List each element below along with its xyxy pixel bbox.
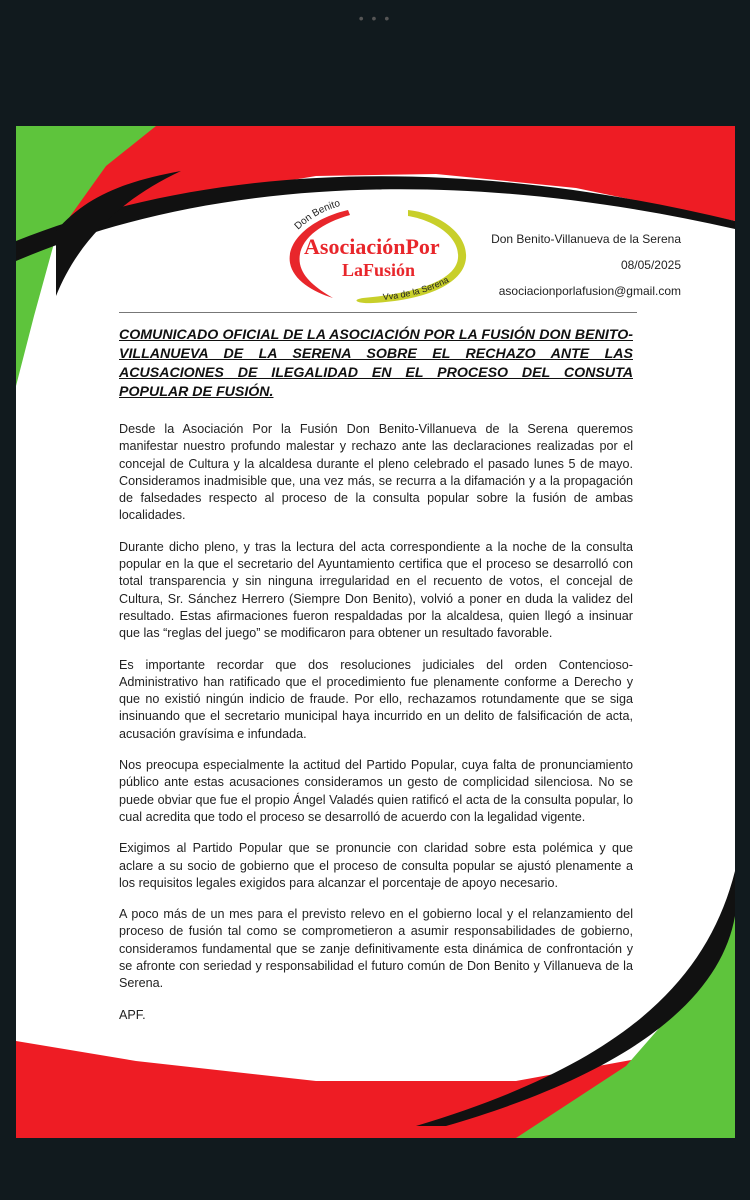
logo-arc-bottom: Vva de la Serena [382, 274, 451, 303]
logo-line2: LaFusión [342, 260, 416, 280]
header-email: asociacionporlafusion@gmail.com [498, 284, 681, 298]
paragraph: Nos preocupa especialmente la actitud del Partido Popular, cuya falta de pronunciamiento público ante estas acusaciones consideramos un gesto de complicidad silenciosa. No se puede obviar que fue el propio Ángel Valadés quien ratificó el acta de la consulta popular, lo cual acredita que todo el proceso se desarrolló de acuerdo con la legalidad vigente. [119, 758, 633, 824]
paragraph: Desde la Asociación Por la Fusión Don Benito-Villanueva de la Serena queremos manifestar nuestro profundo malestar y rechazo ante las declaraciones realizadas por el concejal de Cultura y la alcaldesa durante el pleno celebrado el pasado lunes 5 de mayo. Consideramos inadmisible que, una vez más, se recurra a la difamación y a la propagación de falsedades respecto al proceso de la consulta popular sobre la fusión de ambas localidades. [119, 422, 633, 523]
signature: APF. [119, 1007, 146, 1022]
logo-line1: AsociaciónPor [304, 234, 440, 259]
association-logo [278, 188, 478, 308]
paragraph: Exigimos al Partido Popular que se pronuncie con claridad sobre esta polémica y que aclare a su socio de gobierno que el proceso de consulta popular se ajustó plenamente a los requisitos legales exigidos para alcanzar el porcentaje de apoyo necesario. [119, 841, 633, 890]
header-divider [119, 312, 637, 313]
header-date: 08/05/2025 [620, 258, 681, 272]
logo-arc-top: Don Benito [292, 198, 342, 233]
document-body [119, 421, 633, 1038]
document-title: COMUNICADO OFICIAL DE LA ASOCIACIÓN POR LA FUSIÓN DON BENITO-VILLANUEVA DE LA SERENA SOBRE EL RECHAZO ANTE LAS ACUSACIONES DE ILEGALIDAD EN EL PROCESO DEL CONSUTA POPULAR DE FUSIÓN. [119, 327, 633, 400]
paragraph: Es importante recordar que dos resoluciones judiciales del orden Contencioso-Administrativo han ratificado que el procedimiento fue plenamente conforme a Derecho y que no existió ningún indicio de fraude. Por ello, rechazamos rotundamente que se siga insinuando que el secretario municipal haya incurrido en un delito de falsificación de acta, acusación gravísima e infundada. [119, 657, 633, 741]
window-handle: • • • [358, 10, 392, 26]
paragraph: Durante dicho pleno, y tras la lectura del acta correspondiente a la noche de la consulta popular en la que el secretario del Ayuntamiento certifica que el proceso se desarrolló con total transparencia y sin ninguna irregularidad en el recuento de votos, el concejal de Cultura, Sr. Sánchez Herrero (Siempre Don Benito), volvió a poner en duda la validez del resultado. Estas afirmaciones fueron respaldadas por la alcaldesa, quien llegó a insinuar que las “reglas del juego” se modificaron para obtener un resultado favorable. [119, 539, 633, 641]
header-info [491, 226, 681, 304]
header-place: Don Benito-Villanueva de la Serena [491, 232, 681, 246]
document-page [16, 126, 735, 1138]
paragraph: A poco más de un mes para el previsto relevo en el gobierno local y el relanzamiento del proceso de fusión tal como se comprometieron a asumir responsabilidades de gobierno, consideramos fundamental que se zanje definitivamente esta dinámica de confrontación y se afronte con seriedad y responsabilidad el futuro común de Don Benito y Villanueva de la Serena. [119, 907, 633, 991]
